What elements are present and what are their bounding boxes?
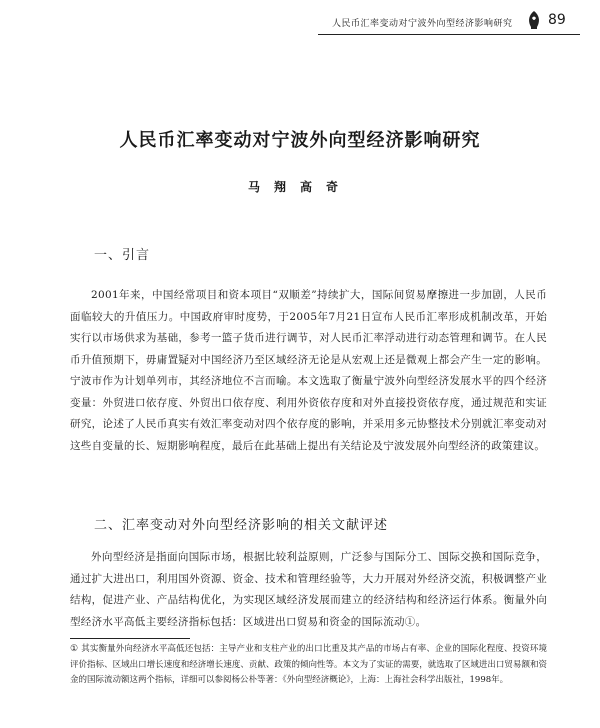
running-header — [318, 8, 580, 35]
journal-logo-icon — [526, 10, 542, 30]
footnote-text: 其实衡量外向经济水平高低还包括：主导产业和支柱产业的出口比重及其产品的市场占有率、企业的国际化程度、投资环境评价指标、区域出口增长速度和经济增长速度、贡献、政策的倾向性等。本文为了实证的需要，就选取了区域进出口贸易额和资金的国际流动额这两个指标，详细可以参阅杨公朴等著：《外向型经济概论》，上海：上海社会科学出版社，1998年。 — [70, 644, 547, 685]
footnote-divider — [70, 638, 190, 639]
running-header-title: 人民币汇率变动对宁波外向型经济影响研究 — [332, 19, 513, 29]
introduction-paragraph: 2001年来，中国经常项目和资本项目“双顺差”持续扩大，国际间贸易摩擦进一步加剧，人民币面临较大的升值压力。中国政府审时度势，于2005年7月21日宣布人民币汇率形成机制改革，开始实行以市场供求为基础，参考一篮子货币进行调节，对人民币汇率浮动进行动态管理和调节。在人民币升值预期下，毋庸置疑对中国经济乃至区域经济无论是从宏观上还是微观上都会产生一定的影响。宁波市作为计划单列市，其经济地位不言而喻。本文选取了衡量宁波外向型经济发展水平的四个经济变量：外贸进口依存度、外贸出口依存度、利用外资依存度和对外直接投资依存度，通过规范和实证研究，论述了人民币真实有效汇率变动对四个依存度的影响，并采用多元协整技术分别就汇率变动对这些自变量的长、短期影响程度，最后在此基础上提出有关结论及宁波发展外向型经济的政策建议。 — [70, 289, 547, 452]
article-title: 人民币汇率变动对宁波外向型经济影响研究 — [119, 130, 481, 151]
article-authors: 马翔高奇 — [247, 180, 352, 194]
page-number: 89 — [548, 12, 566, 28]
footnote-marker: ① — [70, 644, 79, 654]
section-heading-literature-review: 二、汇率变动对外向型经济影响的相关文献评述 — [94, 518, 389, 533]
section-heading-introduction: 一、引言 — [94, 248, 151, 263]
literature-review-paragraph: 外向型经济是指面向国际市场，根据比较利益原则，广泛参与国际分工、国际交换和国际竞争，通过扩大进出口，利用国外资源、资金、技术和管理经验等，大力开展对外经济交流，积极调整产业结构，促进产业、产品结构优化，为实现区域经济发展而建立的经济结构和经济运行体系。衡量外向型经济水平高低主要经济指标包括：区域进出口贸易和资金的国际流动①。 — [70, 551, 547, 628]
footnote — [70, 642, 547, 689]
